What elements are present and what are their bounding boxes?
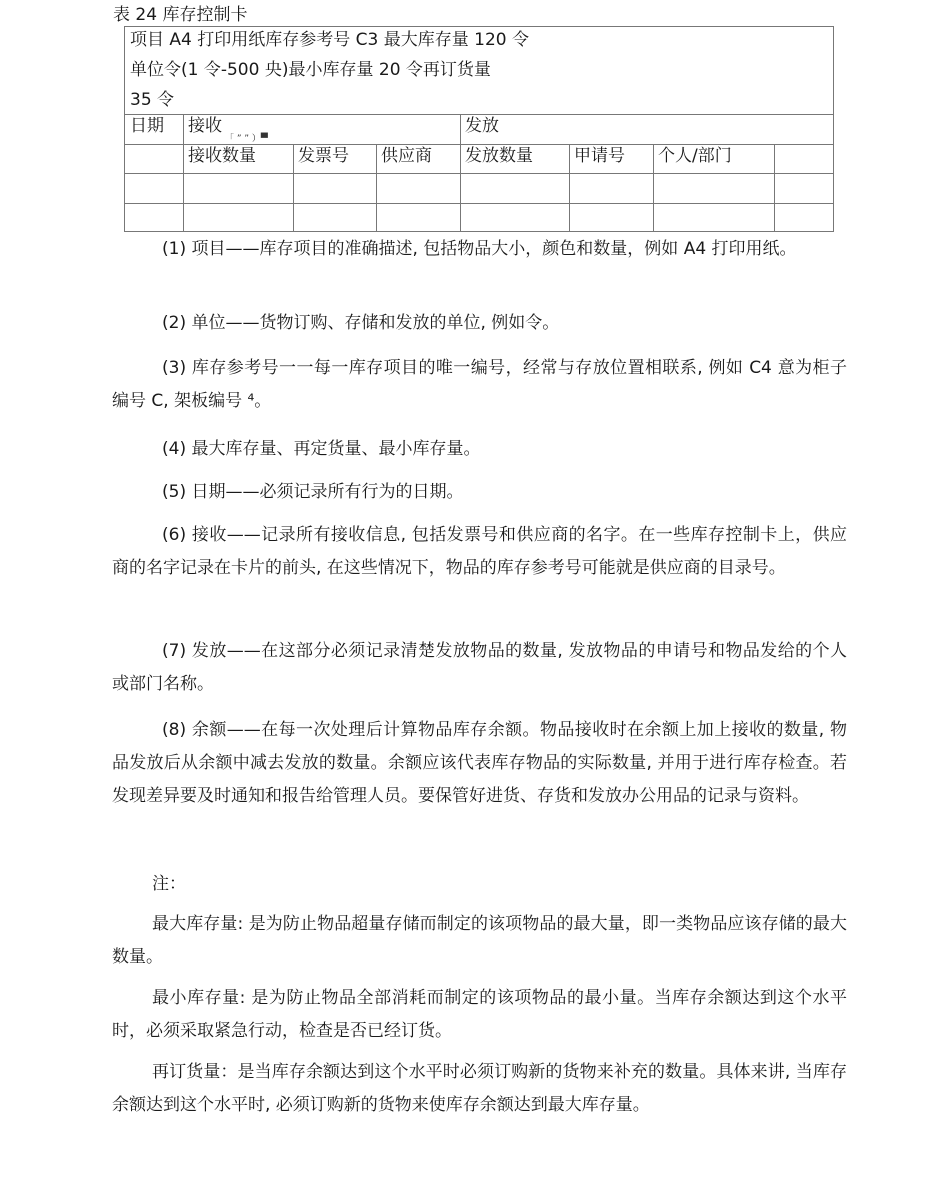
card-info-line-2: 单位令(1 令-500 央)最小库存量 20 令再订货量 (130, 60, 491, 80)
card-info-line-3: 35 令 (130, 90, 175, 110)
note-paragraph: 再订货量：是当库存余额达到这个水平时必须订购新的货物来补充的数量。具体来讲, 当库存余额达到这个水平时, 必须订购新的货物来使库存余额达到最大库存量。 (112, 1062, 847, 1115)
card-info-line-1: 项目 A4 打印用纸库存参考号 C3 最大库存量 120 令 (130, 30, 530, 50)
note-paragraph: 最大库存量: 是为防止物品超量存储而制定的该项物品的最大量，即一类物品应该存储的最大数量。 (112, 914, 847, 967)
header-receive: 接收 (188, 116, 222, 136)
header-issued-quantity: 发放数量 (465, 146, 533, 166)
grid-line (125, 203, 833, 204)
grid-line (774, 144, 775, 231)
header-received-quantity: 接收数量 (188, 146, 256, 166)
paragraph: (3) 库存参考号一一每一库存项目的唯一编号，经常与存放位置相联系, 例如 C4 意为柜子编号 C, 架板编号 ⁴。 (112, 358, 847, 411)
paragraph: (2) 单位——货物订购、存储和发放的单位, 例如令。 (162, 313, 560, 333)
grid-line (376, 144, 377, 231)
header-issue: 发放 (465, 116, 499, 136)
grid-line (125, 173, 833, 174)
stock-control-card (124, 26, 834, 232)
grid-line (569, 144, 570, 231)
paragraph: (1) 项目——库存项目的准确描述, 包括物品大小，颜色和数量，例如 A4 打印用纸。 (162, 239, 797, 259)
grid-line (653, 144, 654, 231)
header-requisition-number: 甲请号 (574, 146, 625, 166)
paragraph: (4) 最大库存量、再定货量、最小库存量。 (162, 439, 481, 459)
header-invoice-number: 发票号 (298, 146, 349, 166)
header-person-department: 个人/部门 (658, 146, 732, 166)
grid-line (460, 114, 461, 231)
grid-line (183, 114, 184, 231)
paragraph: (8) 余额——在每一次处理后计算物品库存余额。物品接收时在余额上加上接收的数量, 物品发放后从余额中减去发放的数量。余额应该代表库存物品的实际数量, 并用于进行库存检查。若发现差异要及时通知和报告给管理人员。要保管好进货、存货和发放办公用品的记录与资料。 (112, 720, 847, 806)
table-caption: 表 24 库存控制卡 (113, 5, 248, 25)
paragraph: (6) 接收——记录所有接收信息, 包括发票号和供应商的名字。在一些库存控制卡上，供应商的名字记录在卡片的前头, 在这些情况下，物品的库存参考号可能就是供应商的目录号。 (112, 525, 847, 578)
header-date: 日期 (130, 116, 164, 136)
grid-line (293, 144, 294, 231)
note-label: 注： (152, 874, 186, 894)
card-info-block (125, 27, 833, 115)
stray-marks: 「 ” ” ）▀ (225, 134, 268, 144)
paragraph: (7) 发放——在这部分必须记录清楚发放物品的数量, 发放物品的申请号和物品发给的个人或部门名称。 (112, 641, 847, 694)
paragraph: (5) 日期——必须记录所有行为的日期。 (162, 482, 464, 502)
note-paragraph: 最小库存量: 是为防止物品全部消耗而制定的该项物品的最小量。当库存余额达到这个水平时，必须采取紧急行动，检查是否已经订货。 (112, 988, 847, 1041)
header-supplier: 供应商 (381, 146, 432, 166)
